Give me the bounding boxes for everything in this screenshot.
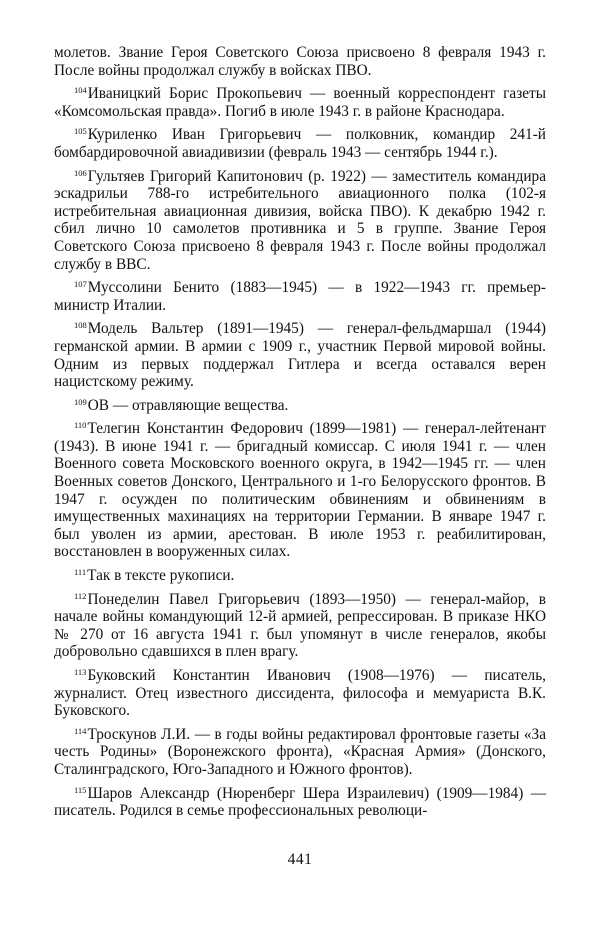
footnote-112 — [54, 588, 546, 661]
footnote-text: Куриленко Иван Григорьевич — полковник, командир 241-й бомбардировочной авиадивизии (февраль 1943 — сентябрь 1944 г.). — [54, 126, 546, 161]
footnote-number: 107 — [74, 279, 87, 290]
footnote-text: Шаров Александр (Нюренберг Шера Израилевич) (1909—1984) — писатель. Родился в семье профессиональных революци- — [54, 784, 546, 820]
footnote-107 — [54, 276, 546, 314]
footnote-108 — [54, 317, 546, 390]
footnote-114 — [54, 723, 546, 779]
footnote-number: 111 — [74, 567, 87, 578]
footnote-number: 105 — [74, 126, 87, 137]
footnote-109 — [54, 394, 546, 415]
footnote-113 — [54, 664, 546, 720]
footnote-110 — [54, 417, 546, 561]
footnote-number: 106 — [74, 167, 87, 178]
footnote-number: 113 — [74, 667, 87, 677]
footnote-text: ОВ — отравляющие вещества. — [87, 396, 289, 414]
continuation-paragraph: молетов. Звание Героя Советского Союза присвоено 8 февраля 1943 г. После войны продолжал службу в войсках ПВО. — [54, 44, 546, 79]
footnote-105 — [54, 123, 546, 161]
footnote-number: 110 — [74, 420, 87, 431]
footnote-text: Муссолини Бенито (1883—1945) — в 1922—1943 гг. премьер-министр Италии. — [54, 279, 546, 314]
footnote-text: Телегин Константин Федорович (1899—1981) — генерал-лейтенант (1943). В июне 1941 г. — бригадный комиссар. С июля 1941 г. — член Военного совета Московского военного округа, в 1942—1945 гг. — член Военных советов Донского, Центрального и 1-го Белорусского фронтов. В 1947 г. осужден по политическим обвинениям и обвинениям в имущественных махинациях на территории Германии. В январе 1947 г. был уволен из армии, арестован. В июле 1953 г. реабилитирован, восстановлен в вооруженных силах. — [54, 420, 546, 561]
footnote-text: Иваницкий Борис Прокопьевич — военный корреспондент газеты «Комсомольская правда». Погиб в июле 1943 г. в районе Краснодара. — [54, 85, 546, 120]
footnote-text: Модель Вальтер (1891—1945) — генерал-фельдмаршал (1944) германской армии. В армии с 1909 г., участник Первой мировой войны. Одним из первых поддержал Гитлера и всегда оставался верен нацистскому режиму. — [54, 320, 546, 391]
footnote-text: Буковский Константин Иванович (1908—1976) — писатель, журналист. Отец известного диссидента, философа и мемуариста В.К. Буковского. — [54, 667, 546, 720]
footnote-text: Понеделин Павел Григорьевич (1893—1950) — генерал-майор, в начале войны командующий 12-й армией, репрессирован. В приказе НКО № 270 от 16 августа 1941 г. был упомянут в числе генералов, якобы добровольно сдавшихся в плен врагу. — [54, 590, 546, 661]
footnote-104 — [54, 82, 546, 120]
page-body — [54, 44, 546, 823]
footnote-number: 104 — [74, 85, 87, 96]
footnote-text: Троскунов Л.И. — в годы войны редактировал фронтовые газеты «За честь Родины» (Воронежского фронта), «Красная Армия» (Донского, Сталинградского, Юго-Западного и Южного фронтов). — [54, 725, 546, 778]
footnote-number: 108 — [74, 320, 87, 331]
footnote-text: Гультяев Григорий Капитонович (р. 1922) — заместитель командира эскадрильи 788-го истребительного авиационного полка (102-я истребительная авиационная дивизия, войска ПВО). К декабрю 1942 г. сбил лично 10 самолетов противника и 5 в группе. Звание Героя Советского Союза присвоено 8 февраля 1943 г. После войны продолжал службу в ВВС. — [54, 167, 546, 273]
footnote-number: 112 — [74, 590, 87, 601]
footnote-115 — [54, 782, 546, 820]
footnote-number: 115 — [74, 784, 87, 795]
footnote-number: 114 — [74, 725, 87, 736]
footnote-text: Так в тексте рукописи. — [87, 567, 235, 585]
footnote-111 — [54, 564, 546, 585]
page-number: 441 — [287, 851, 313, 868]
footnote-number: 109 — [74, 396, 87, 407]
footnote-106 — [54, 165, 546, 274]
